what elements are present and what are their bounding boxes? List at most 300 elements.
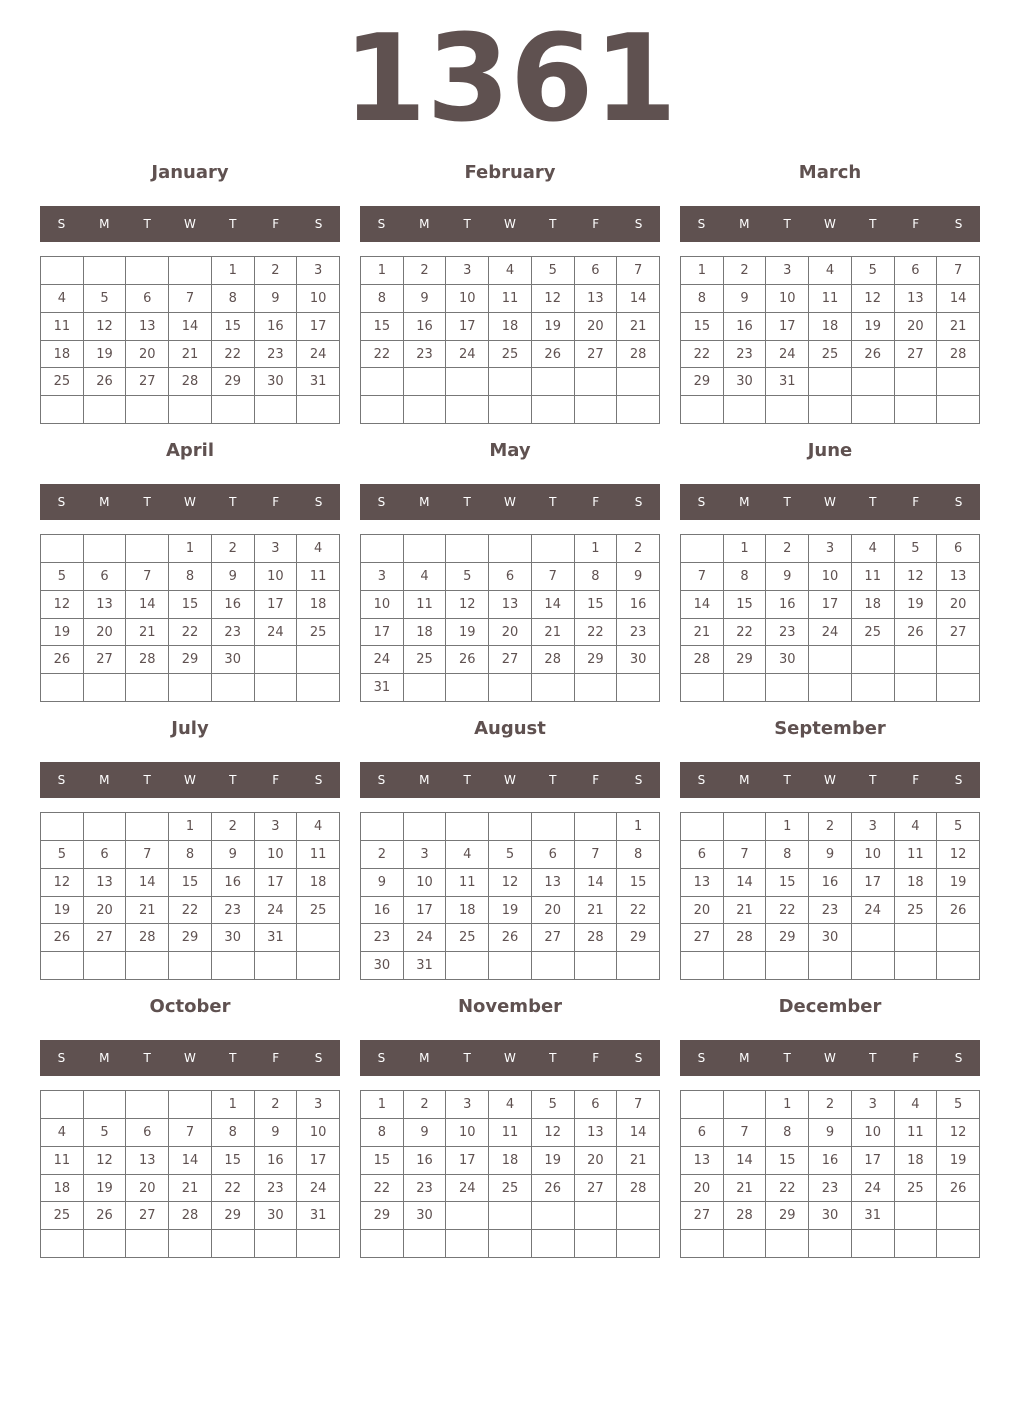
day-cell: 28 [169, 1202, 212, 1230]
day-cell: 29 [361, 1202, 404, 1230]
weekday-label: T [463, 217, 471, 231]
day-cell: 4 [895, 1091, 938, 1119]
weekday-label: M [99, 495, 110, 509]
day-cell: 23 [255, 1175, 298, 1203]
empty-day-cell [852, 646, 895, 674]
weekday-label: T [463, 1051, 471, 1065]
weekday-label: S [377, 495, 386, 509]
day-cell: 20 [575, 313, 618, 341]
day-cell: 2 [255, 257, 298, 285]
day-cell: 7 [724, 841, 767, 869]
day-cell: 24 [446, 1175, 489, 1203]
weekday-label: S [697, 773, 706, 787]
day-cell: 5 [895, 535, 938, 563]
day-cell: 14 [724, 869, 767, 897]
weekday-label: F [272, 217, 280, 231]
day-cell: 8 [766, 1119, 809, 1147]
weekday-label: W [504, 495, 516, 509]
empty-day-cell [169, 257, 212, 285]
day-cell: 20 [681, 1175, 724, 1203]
day-cell: 20 [84, 897, 127, 925]
day-cell: 21 [126, 619, 169, 647]
day-cell: 17 [404, 897, 447, 925]
weekday-label: M [99, 773, 110, 787]
empty-day-cell [681, 952, 724, 980]
weekday-label: F [592, 1051, 600, 1065]
empty-day-cell [446, 674, 489, 702]
day-cell: 31 [766, 368, 809, 396]
empty-day-cell [41, 1230, 84, 1258]
empty-day-cell [809, 952, 852, 980]
empty-day-cell [895, 1202, 938, 1230]
day-cell: 16 [617, 591, 660, 619]
day-cell: 12 [84, 1147, 127, 1175]
day-cell: 23 [617, 619, 660, 647]
day-cell: 25 [852, 619, 895, 647]
weekday-header [40, 1040, 340, 1076]
day-cell: 19 [489, 897, 532, 925]
day-cell: 10 [404, 869, 447, 897]
empty-day-cell [446, 1230, 489, 1258]
day-cell: 15 [361, 1147, 404, 1175]
day-cell: 7 [937, 257, 980, 285]
empty-day-cell [212, 396, 255, 424]
day-cell: 28 [617, 341, 660, 369]
day-cell: 17 [852, 869, 895, 897]
day-cell: 4 [404, 563, 447, 591]
day-cell: 2 [212, 813, 255, 841]
day-cell: 21 [575, 897, 618, 925]
day-cell: 18 [489, 313, 532, 341]
weekday-header [360, 206, 660, 242]
day-cell: 7 [532, 563, 575, 591]
weekday-label: F [912, 1051, 920, 1065]
day-cell: 16 [809, 1147, 852, 1175]
day-cell: 21 [617, 313, 660, 341]
day-cell: 13 [895, 285, 938, 313]
empty-day-cell [681, 1230, 724, 1258]
empty-day-cell [212, 952, 255, 980]
day-cell: 9 [404, 1119, 447, 1147]
day-cell: 12 [532, 1119, 575, 1147]
day-cell: 11 [895, 841, 938, 869]
day-cell: 10 [361, 591, 404, 619]
day-cell: 8 [212, 285, 255, 313]
day-cell: 15 [766, 1147, 809, 1175]
day-cell: 11 [852, 563, 895, 591]
day-cell: 26 [84, 1202, 127, 1230]
day-cell: 8 [575, 563, 618, 591]
weekday-label: T [143, 495, 151, 509]
day-cell: 31 [852, 1202, 895, 1230]
weekday-label: T [783, 773, 791, 787]
day-cell: 8 [681, 285, 724, 313]
weekday-label: W [824, 773, 836, 787]
empty-day-cell [575, 674, 618, 702]
weekday-label: M [99, 1051, 110, 1065]
day-cell: 10 [255, 841, 298, 869]
day-cell: 1 [766, 1091, 809, 1119]
empty-day-cell [255, 952, 298, 980]
day-grid [40, 1090, 340, 1258]
empty-day-cell [532, 952, 575, 980]
day-cell: 11 [446, 869, 489, 897]
day-cell: 5 [84, 285, 127, 313]
day-cell: 4 [297, 813, 340, 841]
weekday-label: S [697, 1051, 706, 1065]
day-cell: 31 [404, 952, 447, 980]
empty-day-cell [297, 1230, 340, 1258]
day-cell: 19 [852, 313, 895, 341]
day-cell: 19 [895, 591, 938, 619]
day-cell: 25 [895, 897, 938, 925]
empty-day-cell [41, 396, 84, 424]
empty-day-cell [126, 674, 169, 702]
day-cell: 9 [361, 869, 404, 897]
month-name: November [457, 996, 563, 1017]
day-cell: 29 [169, 924, 212, 952]
empty-day-cell [84, 952, 127, 980]
day-cell: 12 [41, 591, 84, 619]
weekday-label: T [783, 1051, 791, 1065]
day-cell: 6 [84, 841, 127, 869]
day-cell: 13 [84, 591, 127, 619]
empty-day-cell [84, 535, 127, 563]
weekday-label: S [314, 1051, 323, 1065]
weekday-label: F [592, 773, 600, 787]
day-cell: 13 [489, 591, 532, 619]
day-cell: 30 [404, 1202, 447, 1230]
weekday-label: T [229, 773, 237, 787]
empty-day-cell [446, 952, 489, 980]
empty-day-cell [937, 1202, 980, 1230]
day-cell: 19 [532, 1147, 575, 1175]
day-cell: 15 [169, 591, 212, 619]
day-cell: 29 [766, 1202, 809, 1230]
day-cell: 24 [255, 897, 298, 925]
weekday-label: S [954, 1051, 963, 1065]
day-cell: 23 [766, 619, 809, 647]
day-cell: 5 [532, 257, 575, 285]
day-cell: 7 [617, 257, 660, 285]
empty-day-cell [532, 535, 575, 563]
day-grid [360, 812, 660, 980]
day-cell: 22 [169, 619, 212, 647]
empty-day-cell [724, 1091, 767, 1119]
day-grid [680, 812, 980, 980]
day-cell: 24 [255, 619, 298, 647]
day-cell: 19 [937, 869, 980, 897]
day-cell: 16 [404, 313, 447, 341]
day-cell: 22 [617, 897, 660, 925]
day-cell: 17 [297, 313, 340, 341]
empty-day-cell [617, 674, 660, 702]
day-cell: 31 [361, 674, 404, 702]
empty-day-cell [297, 396, 340, 424]
day-cell: 27 [532, 924, 575, 952]
day-cell: 29 [724, 646, 767, 674]
day-cell: 5 [446, 563, 489, 591]
day-cell: 27 [84, 646, 127, 674]
day-cell: 15 [212, 313, 255, 341]
empty-day-cell [446, 1202, 489, 1230]
day-cell: 18 [297, 869, 340, 897]
weekday-label: S [57, 1051, 66, 1065]
month-name: June [807, 440, 853, 461]
weekday-label: W [504, 1051, 516, 1065]
empty-day-cell [169, 1230, 212, 1258]
day-cell: 15 [617, 869, 660, 897]
day-cell: 2 [809, 1091, 852, 1119]
day-grid [680, 256, 980, 424]
weekday-header [680, 206, 980, 242]
day-cell: 4 [41, 285, 84, 313]
day-cell: 24 [297, 1175, 340, 1203]
day-cell: 10 [297, 285, 340, 313]
weekday-label: T [783, 495, 791, 509]
day-cell: 17 [809, 591, 852, 619]
weekday-label: F [592, 217, 600, 231]
day-cell: 21 [724, 1175, 767, 1203]
empty-day-cell [126, 813, 169, 841]
day-cell: 23 [361, 924, 404, 952]
day-cell: 14 [126, 869, 169, 897]
empty-day-cell [724, 674, 767, 702]
empty-day-cell [489, 1202, 532, 1230]
weekday-label: M [419, 495, 430, 509]
day-cell: 24 [809, 619, 852, 647]
empty-day-cell [617, 1202, 660, 1230]
day-cell: 30 [212, 924, 255, 952]
empty-day-cell [169, 1091, 212, 1119]
day-cell: 10 [809, 563, 852, 591]
day-cell: 15 [766, 869, 809, 897]
day-cell: 22 [169, 897, 212, 925]
day-cell: 11 [41, 1147, 84, 1175]
month-name: January [151, 162, 229, 183]
weekday-header [40, 762, 340, 798]
weekday-label: M [739, 495, 750, 509]
weekday-label: M [739, 217, 750, 231]
day-cell: 6 [681, 841, 724, 869]
day-cell: 18 [852, 591, 895, 619]
weekday-label: T [143, 773, 151, 787]
empty-day-cell [617, 952, 660, 980]
day-cell: 19 [532, 313, 575, 341]
day-cell: 11 [489, 285, 532, 313]
day-cell: 4 [446, 841, 489, 869]
day-cell: 26 [532, 1175, 575, 1203]
day-cell: 18 [446, 897, 489, 925]
empty-day-cell [404, 1230, 447, 1258]
day-cell: 18 [895, 1147, 938, 1175]
day-cell: 3 [809, 535, 852, 563]
empty-day-cell [766, 952, 809, 980]
empty-day-cell [681, 1091, 724, 1119]
day-cell: 9 [212, 841, 255, 869]
day-cell: 8 [724, 563, 767, 591]
empty-day-cell [809, 646, 852, 674]
empty-day-cell [852, 396, 895, 424]
day-cell: 7 [724, 1119, 767, 1147]
day-cell: 29 [169, 646, 212, 674]
weekday-label: F [272, 773, 280, 787]
weekday-label: W [184, 495, 196, 509]
day-cell: 5 [489, 841, 532, 869]
day-cell: 20 [126, 341, 169, 369]
day-grid [360, 534, 660, 702]
day-cell: 29 [681, 368, 724, 396]
day-cell: 9 [404, 285, 447, 313]
day-grid [360, 256, 660, 424]
day-cell: 15 [169, 869, 212, 897]
weekday-label: S [377, 217, 386, 231]
day-cell: 15 [681, 313, 724, 341]
day-grid [360, 1090, 660, 1258]
day-cell: 19 [41, 897, 84, 925]
day-cell: 31 [255, 924, 298, 952]
day-cell: 27 [84, 924, 127, 952]
day-cell: 18 [809, 313, 852, 341]
day-cell: 12 [895, 563, 938, 591]
day-cell: 3 [255, 813, 298, 841]
day-cell: 14 [126, 591, 169, 619]
weekday-label: T [143, 217, 151, 231]
weekday-label: S [57, 773, 66, 787]
day-cell: 14 [617, 1119, 660, 1147]
day-cell: 12 [852, 285, 895, 313]
day-cell: 2 [212, 535, 255, 563]
empty-day-cell [532, 813, 575, 841]
day-cell: 1 [724, 535, 767, 563]
empty-day-cell [84, 257, 127, 285]
day-cell: 25 [446, 924, 489, 952]
day-cell: 24 [852, 1175, 895, 1203]
weekday-label: S [57, 495, 66, 509]
day-cell: 7 [681, 563, 724, 591]
day-cell: 9 [766, 563, 809, 591]
day-cell: 17 [766, 313, 809, 341]
day-cell: 28 [617, 1175, 660, 1203]
weekday-label: F [912, 217, 920, 231]
day-grid [680, 1090, 980, 1258]
weekday-label: T [229, 495, 237, 509]
day-cell: 22 [361, 1175, 404, 1203]
day-cell: 7 [169, 285, 212, 313]
weekday-label: W [184, 773, 196, 787]
day-cell: 5 [41, 841, 84, 869]
day-cell: 24 [446, 341, 489, 369]
day-cell: 31 [297, 368, 340, 396]
day-cell: 5 [937, 813, 980, 841]
day-cell: 4 [297, 535, 340, 563]
day-cell: 15 [575, 591, 618, 619]
empty-day-cell [532, 1230, 575, 1258]
day-cell: 16 [809, 869, 852, 897]
empty-day-cell [404, 396, 447, 424]
empty-day-cell [489, 535, 532, 563]
day-cell: 22 [681, 341, 724, 369]
day-cell: 25 [489, 1175, 532, 1203]
weekday-header [40, 484, 340, 520]
empty-day-cell [212, 1230, 255, 1258]
empty-day-cell [532, 674, 575, 702]
month-name: March [798, 162, 862, 183]
empty-day-cell [895, 952, 938, 980]
day-cell: 6 [575, 257, 618, 285]
day-cell: 1 [575, 535, 618, 563]
weekday-label: W [824, 495, 836, 509]
day-cell: 5 [532, 1091, 575, 1119]
weekday-label: T [229, 1051, 237, 1065]
weekday-label: F [912, 773, 920, 787]
weekday-header [680, 1040, 980, 1076]
weekday-header [360, 762, 660, 798]
day-cell: 27 [489, 646, 532, 674]
weekday-label: F [912, 495, 920, 509]
day-cell: 29 [766, 924, 809, 952]
day-cell: 12 [532, 285, 575, 313]
day-cell: 26 [937, 1175, 980, 1203]
empty-day-cell [895, 368, 938, 396]
day-cell: 26 [84, 368, 127, 396]
day-cell: 16 [361, 897, 404, 925]
day-cell: 30 [809, 1202, 852, 1230]
empty-day-cell [617, 368, 660, 396]
day-cell: 14 [724, 1147, 767, 1175]
weekday-header [360, 1040, 660, 1076]
day-cell: 21 [169, 1175, 212, 1203]
empty-day-cell [895, 674, 938, 702]
day-cell: 16 [255, 313, 298, 341]
day-cell: 17 [446, 313, 489, 341]
empty-day-cell [255, 1230, 298, 1258]
weekday-label: S [57, 217, 66, 231]
day-cell: 12 [41, 869, 84, 897]
day-cell: 9 [809, 841, 852, 869]
weekday-label: S [697, 217, 706, 231]
empty-day-cell [41, 952, 84, 980]
weekday-label: M [419, 1051, 430, 1065]
weekday-label: M [99, 217, 110, 231]
day-cell: 23 [212, 897, 255, 925]
day-cell: 1 [681, 257, 724, 285]
empty-day-cell [681, 396, 724, 424]
day-cell: 30 [724, 368, 767, 396]
day-cell: 6 [126, 1119, 169, 1147]
day-cell: 8 [361, 1119, 404, 1147]
day-cell: 28 [937, 341, 980, 369]
day-cell: 13 [575, 1119, 618, 1147]
day-cell: 23 [404, 1175, 447, 1203]
day-cell: 8 [212, 1119, 255, 1147]
day-cell: 20 [575, 1147, 618, 1175]
empty-day-cell [852, 368, 895, 396]
month-name: May [489, 440, 531, 461]
day-cell: 29 [212, 368, 255, 396]
empty-day-cell [489, 952, 532, 980]
empty-day-cell [84, 1230, 127, 1258]
day-cell: 16 [212, 869, 255, 897]
day-cell: 9 [809, 1119, 852, 1147]
weekday-label: T [869, 773, 877, 787]
empty-day-cell [84, 396, 127, 424]
day-cell: 23 [809, 1175, 852, 1203]
day-cell: 13 [937, 563, 980, 591]
day-cell: 31 [297, 1202, 340, 1230]
day-cell: 28 [575, 924, 618, 952]
day-cell: 27 [937, 619, 980, 647]
